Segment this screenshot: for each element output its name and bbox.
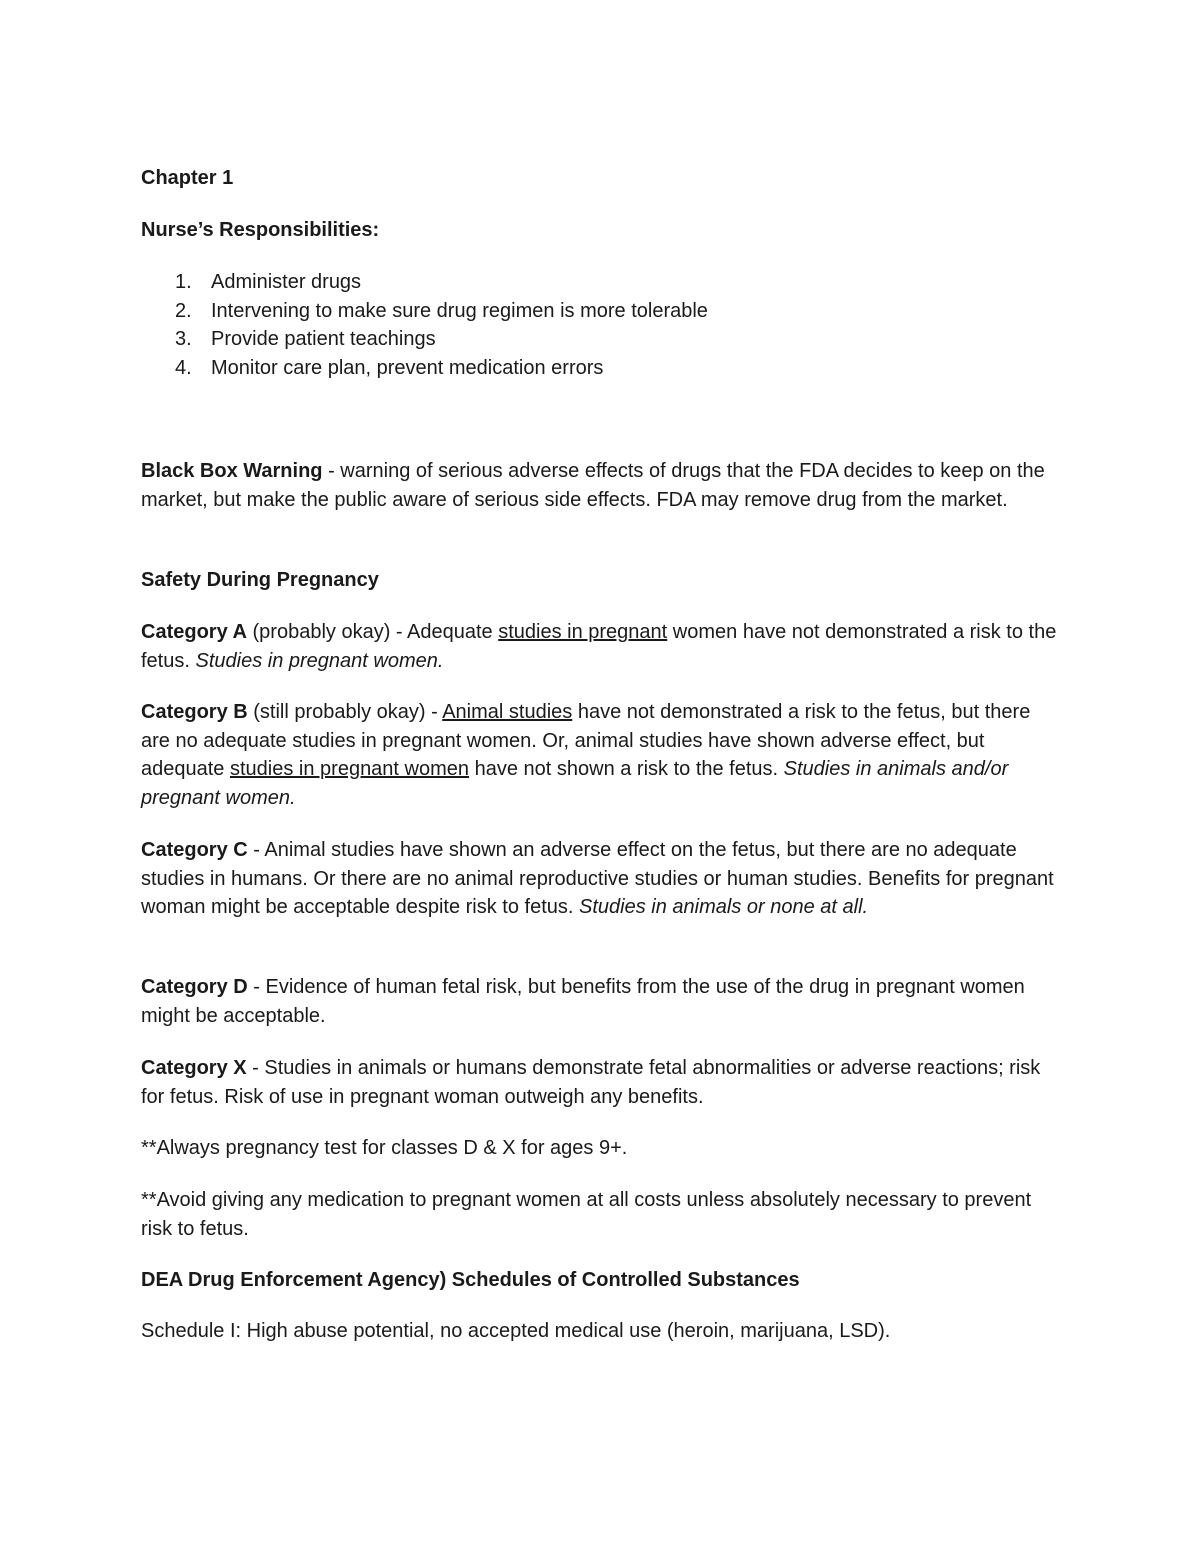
list-item xyxy=(141,268,1061,297)
black-box-paragraph xyxy=(141,457,1061,514)
category-d-paragraph xyxy=(141,973,1061,1030)
list-number: 4. xyxy=(175,356,192,379)
category-c-paragraph xyxy=(141,836,1061,922)
avoid-medication-note: **Avoid giving any medication to pregnant women at all costs unless absolutely necessary to prevent risk to fetus. xyxy=(141,1189,1032,1240)
category-a-underlined: studies in pregnant xyxy=(498,621,668,643)
category-x-paragraph xyxy=(141,1054,1061,1111)
category-a-paragraph xyxy=(141,618,1061,675)
responsibilities-list xyxy=(141,268,1061,382)
category-a-italic: Studies in pregnant women. xyxy=(195,649,444,672)
category-b-text-2: have not demonstrated a risk to the fetus, but there are no adequate studies in pregnant women. Or, animal studies have shown adverse effect, but adequate xyxy=(141,701,1031,780)
list-item xyxy=(141,325,1061,354)
category-b-term: Category B xyxy=(141,701,248,723)
chapter-title: Chapter 1 xyxy=(141,167,234,189)
category-b-paragraph xyxy=(141,698,1061,812)
category-b-text: (still probably okay) - xyxy=(247,701,443,723)
schedule-one-text: Schedule I: High abuse potential, no accepted medical use (heroin, marijuana, LSD). xyxy=(141,1320,891,1342)
list-text: Intervening to make sure drug regimen is more tolerable xyxy=(211,299,708,322)
pregnancy-heading: Safety During Pregnancy xyxy=(141,569,379,591)
dea-heading: DEA Drug Enforcement Agency) Schedules of Controlled Substances xyxy=(141,1269,800,1291)
category-b-italic: Studies in animals and/or pregnant women. xyxy=(141,758,1009,809)
category-x-term: Category X xyxy=(141,1057,247,1079)
category-a-term: Category A xyxy=(141,621,247,643)
list-number: 3. xyxy=(175,328,192,350)
category-a-text-2: women have not demonstrated a risk to the fetus. xyxy=(141,621,1057,672)
black-box-term: Black Box Warning xyxy=(141,460,323,482)
responsibilities-heading: Nurse’s Responsibilities: xyxy=(141,219,380,241)
category-c-italic: Studies in animals or none at all. xyxy=(579,896,869,918)
list-number: 2. xyxy=(175,299,192,322)
list-text: Monitor care plan, prevent medication errors xyxy=(211,356,604,379)
list-text: Administer drugs xyxy=(211,271,362,293)
category-d-text: - Evidence of human fetal risk, but benefits from the use of the drug in pregnant women might be acceptable. xyxy=(141,976,1025,1027)
black-box-text: - warning of serious adverse effects of drugs that the FDA decides to keep on the market, but make the public aware of serious side effects. FDA may remove drug from the market. xyxy=(141,460,1045,511)
category-c-term: Category C xyxy=(141,839,248,861)
category-b-text-3: have not shown a risk to the fetus. xyxy=(469,758,784,780)
list-item xyxy=(141,297,1061,326)
list-text: Provide patient teachings xyxy=(211,328,436,350)
category-a-text: (probably okay) - Adequate xyxy=(246,621,499,643)
category-x-text: - Studies in animals or humans demonstrate fetal abnormalities or adverse reactions; risk for fetus. Risk of use in pregnant woman outweigh any benefits. xyxy=(141,1057,1041,1108)
category-b-underlined: Animal studies xyxy=(442,701,573,723)
list-number: 1. xyxy=(175,271,192,293)
category-b-underlined-2: studies in pregnant women xyxy=(229,758,470,780)
list-item xyxy=(141,354,1061,383)
category-d-term: Category D xyxy=(141,976,248,998)
pregnancy-test-note: **Always pregnancy test for classes D & X for ages 9+. xyxy=(141,1137,628,1159)
category-c-text: - Animal studies have shown an adverse effect on the fetus, but there are no adequate studies in humans. Or there are no animal reproductive studies or human studies. Benefits for pregnant woman might be acceptable despite risk to fetus. xyxy=(141,839,1054,918)
